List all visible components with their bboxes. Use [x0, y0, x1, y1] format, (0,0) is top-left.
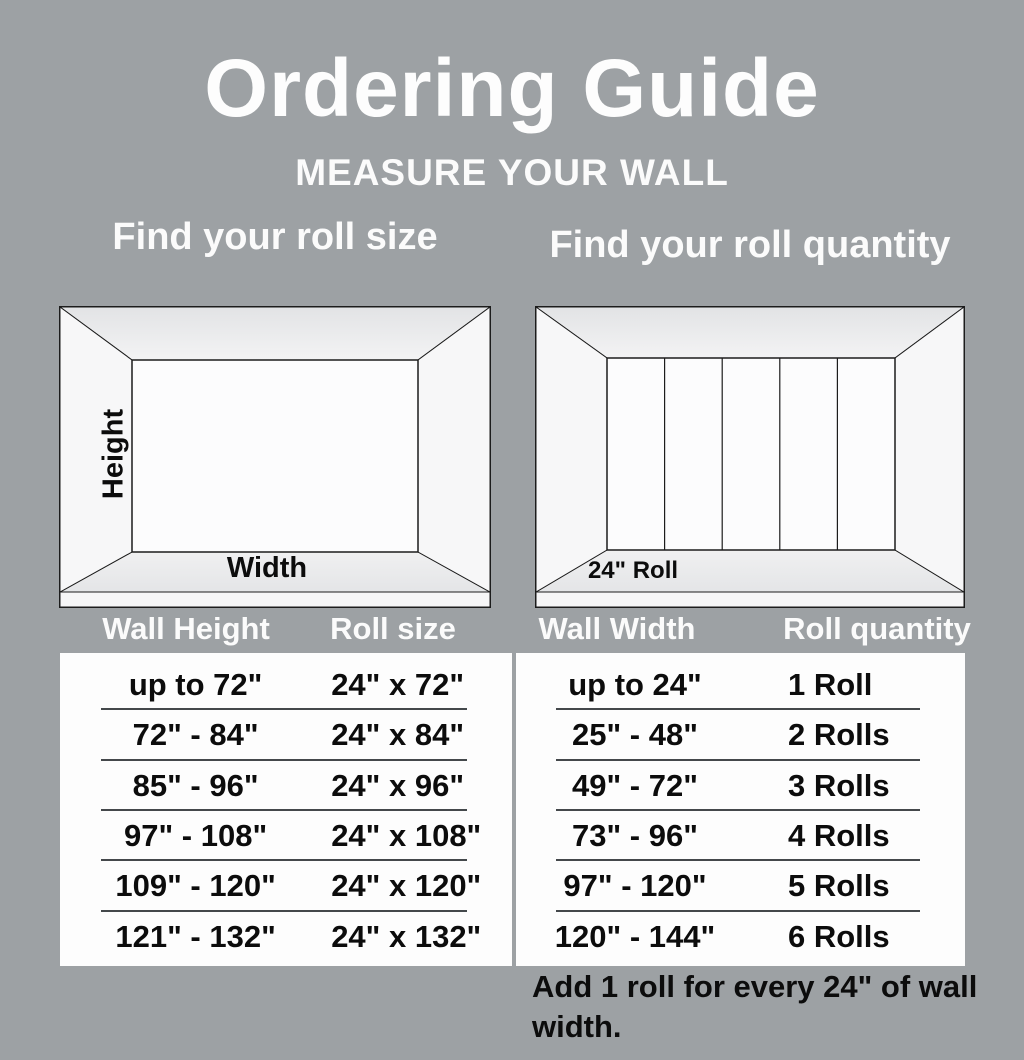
right-wall-plane	[895, 307, 964, 592]
wall-width-cell: 25" - 48"	[572, 717, 698, 753]
table-row	[516, 761, 965, 811]
roll-quantity-cell: 5 Rolls	[787, 868, 890, 904]
wall-width-cell: up to 24"	[568, 667, 702, 703]
table-row	[516, 660, 965, 710]
page-subtitle: MEASURE YOUR WALL	[295, 152, 729, 193]
roll-size-cell: 24" x 84"	[331, 717, 465, 753]
roll-quantity-cell: 6 Rolls	[787, 918, 890, 954]
roll-quantity-cell: 4 Rolls	[787, 818, 890, 854]
note-line: width.	[532, 1008, 622, 1044]
roll-size-cell: 24" x 108"	[331, 818, 482, 854]
page-title: Ordering Guide	[204, 43, 820, 134]
roll-size-cell: 24" x 132"	[331, 918, 482, 954]
wall-width-cell: 49" - 72"	[572, 767, 698, 803]
roll-size-header: Roll size	[330, 611, 456, 646]
find-roll-quantity-heading: Find your roll quantity	[549, 224, 951, 266]
left-wall-plane	[536, 307, 607, 592]
roll-quantity-diagram	[535, 306, 965, 608]
width-label: Width	[226, 552, 308, 584]
table-row	[516, 710, 965, 760]
roll-size-cell: 24" x 96"	[331, 767, 465, 803]
roll-width-label: 24" Roll	[587, 557, 679, 584]
table-row	[60, 710, 512, 760]
roll-quantity-cell: 3 Rolls	[787, 767, 890, 803]
roll-quantity-header: Roll quantity	[783, 611, 971, 646]
note-text	[532, 967, 1018, 1046]
roll-size-cell: 24" x 72"	[331, 667, 465, 703]
find-roll-size-heading: Find your roll size	[112, 216, 438, 258]
roll-quantity-cell: 2 Rolls	[787, 717, 890, 753]
floor-edge-strip	[536, 592, 964, 607]
table-row	[60, 660, 512, 710]
height-label: Height	[97, 408, 130, 500]
wall-height-cell: 72" - 84"	[132, 717, 259, 753]
table-row	[516, 811, 965, 861]
floor-edge-strip	[60, 592, 490, 607]
roll-size-cell: 24" x 120"	[331, 868, 482, 904]
wall-width-header: Wall Width	[538, 611, 696, 646]
wall-height-cell: up to 72"	[128, 667, 263, 703]
back-wall	[132, 360, 418, 552]
wall-width-cell: 97" - 120"	[563, 868, 707, 904]
wall-height-cell: 85" - 96"	[132, 767, 259, 803]
ceiling-plane	[60, 307, 490, 360]
wall-height-cell: 109" - 120"	[115, 868, 276, 904]
roll-size-table	[60, 653, 512, 966]
wall-height-cell: 121" - 132"	[115, 918, 276, 954]
table-row	[60, 861, 512, 911]
table-row	[60, 761, 512, 811]
wall-height-header: Wall Height	[102, 611, 270, 646]
table-row	[60, 811, 512, 861]
roll-quantity-cell: 1 Roll	[787, 667, 873, 703]
wall-height-cell: 97" - 108"	[124, 818, 268, 854]
wall-width-cell: 120" - 144"	[554, 918, 716, 954]
back-wall	[607, 358, 895, 550]
table-row	[516, 912, 965, 962]
wall-size-diagram	[59, 306, 491, 608]
table-row	[60, 912, 512, 962]
roll-quantity-table	[516, 653, 965, 966]
table-row	[516, 861, 965, 911]
wall-width-cell: 73" - 96"	[572, 818, 698, 854]
note-line: Add 1 roll for every 24" of wall	[532, 969, 978, 1004]
ceiling-plane	[536, 307, 964, 358]
